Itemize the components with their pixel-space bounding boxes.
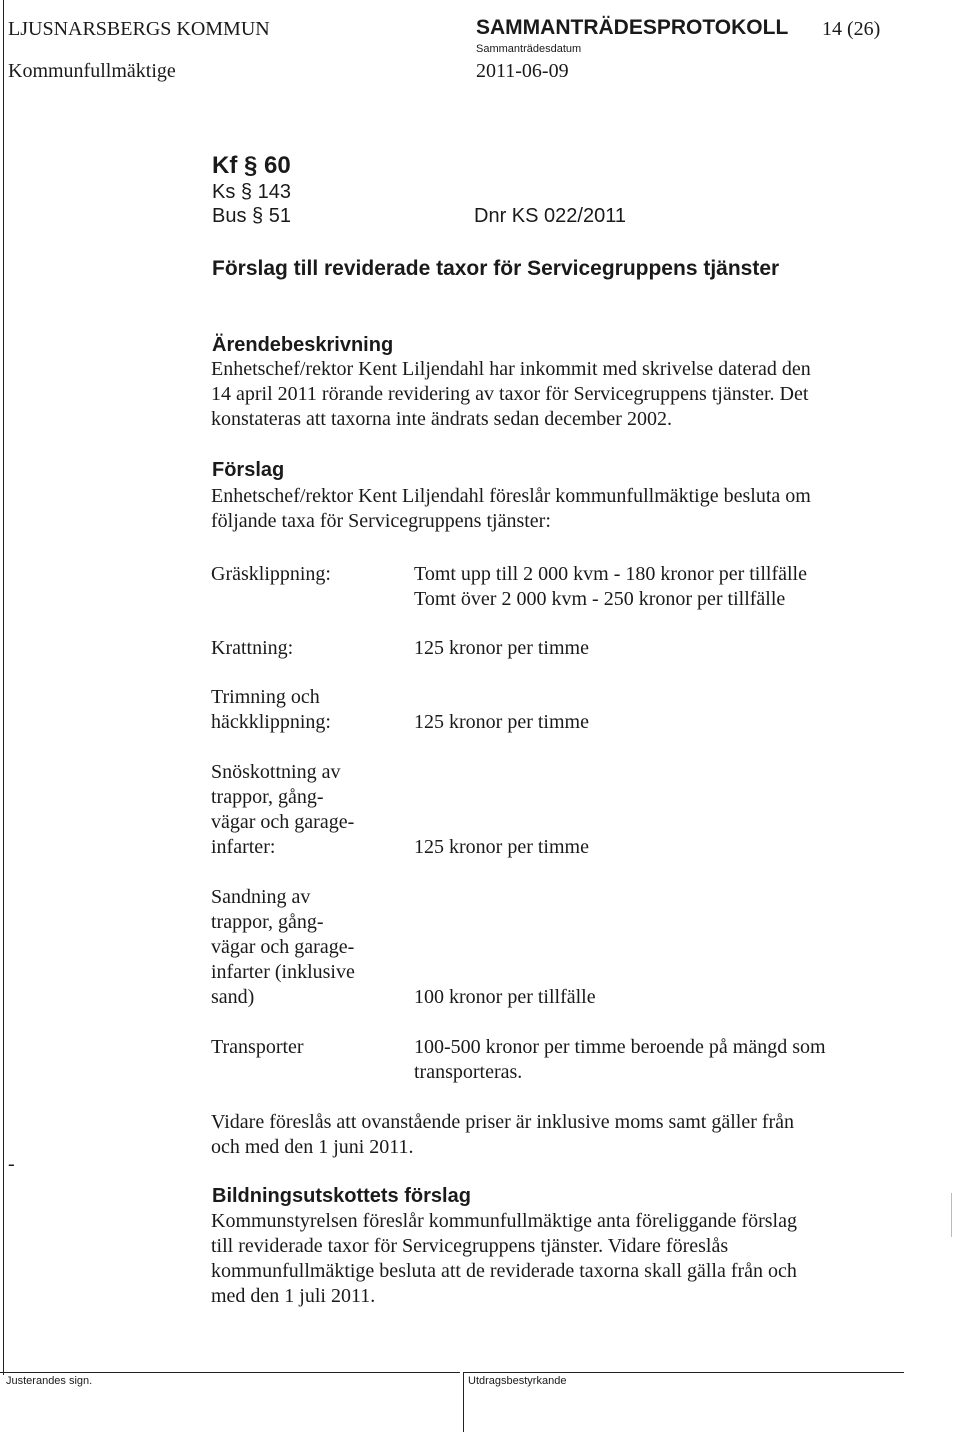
text-line: till reviderade taxor för Servicegruppens tjänster. Vidare föreslås bbox=[211, 1235, 729, 1257]
text-line: 14 april 2011 rörande revidering av taxor för Servicegruppens tjänster. Det bbox=[211, 383, 809, 405]
page-number: 14 (26) bbox=[822, 18, 881, 40]
text-line: med den 1 juli 2011. bbox=[211, 1285, 376, 1307]
taxa-label-snoskottning: Snöskottning av trappor, gång- vägar och garage- infarter: bbox=[211, 761, 355, 858]
text-line: Enhetschef/rektor Kent Liljendahl har inkommit med skrivelse daterad den bbox=[211, 358, 811, 380]
arendebeskrivning-heading: Ärendebeskrivning bbox=[212, 334, 394, 356]
text-line: följande taxa för Servicegruppens tjänster: bbox=[211, 510, 551, 532]
diary-number: Dnr KS 022/2011 bbox=[474, 205, 626, 227]
page-title: Förslag till reviderade taxor för Servicegruppens tjänster bbox=[212, 257, 780, 280]
taxa-label-sandning: Sandning av trappor, gång- vägar och garage- infarter (inklusive sand) bbox=[211, 886, 355, 1008]
bus-reference: Bus § 51 bbox=[212, 205, 291, 227]
taxa-label-grasklippning: Gräsklippning: bbox=[211, 563, 331, 585]
left-margin-rule bbox=[3, 0, 4, 1375]
text-line: kommunfullmäktige besluta att de reviderade taxorna skall gälla från och bbox=[211, 1260, 797, 1282]
taxa-value-grasklippning: Tomt upp till 2 000 kvm - 180 kronor per tillfälle Tomt över 2 000 kvm - 250 kronor per tillfälle bbox=[414, 563, 807, 610]
footer-rule-right bbox=[464, 1372, 904, 1373]
ks-reference: Ks § 143 bbox=[212, 181, 291, 203]
date-label: Sammanträdesdatum bbox=[476, 43, 582, 55]
text-line: Kommunstyrelsen föreslår kommunfullmäktige anta föreliggande förslag bbox=[211, 1210, 797, 1232]
arendebeskrivning-text bbox=[211, 357, 861, 432]
taxa-value-trimning: 125 kronor per timme bbox=[414, 711, 589, 733]
forslag-text bbox=[211, 484, 861, 534]
taxa-label-krattning: Krattning: bbox=[211, 637, 294, 659]
text-line: och med den 1 juni 2011. bbox=[211, 1136, 414, 1158]
text-line: Enhetschef/rektor Kent Liljendahl föreslår kommunfullmäktige besluta om bbox=[211, 485, 811, 507]
kf-reference: Kf § 60 bbox=[212, 152, 291, 179]
taxa-label-transporter: Transporter bbox=[211, 1036, 304, 1058]
taxa-value-snoskottning: 125 kronor per timme bbox=[414, 836, 589, 858]
taxa-value-sandning: 100 kronor per tillfälle bbox=[414, 986, 596, 1008]
text-line: Vidare föreslås att ovanstående priser är inklusive moms samt gäller från bbox=[211, 1111, 795, 1133]
organization-name: LJUSNARSBERGS KOMMUN bbox=[8, 18, 270, 40]
taxa-value-transporter: 100-500 kronor per timme beroende på mängd som transporteras. bbox=[414, 1036, 826, 1083]
footer-divider bbox=[463, 1372, 464, 1432]
bildningsutskottet-heading: Bildningsutskottets förslag bbox=[212, 1185, 471, 1207]
taxa-value-krattning: 125 kronor per timme bbox=[414, 637, 589, 659]
forslag-heading: Förslag bbox=[212, 459, 285, 481]
margin-mark: - bbox=[8, 1153, 15, 1175]
meeting-date: 2011-06-09 bbox=[476, 60, 569, 82]
justerandes-sign-label: Justerandes sign. bbox=[6, 1375, 93, 1387]
moms-note bbox=[211, 1110, 861, 1160]
scan-edge-mark bbox=[951, 1193, 952, 1237]
document-type: SAMMANTRÄDESPROTOKOLL bbox=[476, 16, 789, 39]
body-name: Kommunfullmäktige bbox=[8, 60, 176, 82]
taxa-label-trimning: Trimning och häckklippning: bbox=[211, 686, 331, 733]
bildningsutskottet-text bbox=[211, 1209, 861, 1309]
utdragsbestyrkande-label: Utdragsbestyrkande bbox=[468, 1375, 567, 1387]
footer-rule-left bbox=[0, 1372, 460, 1373]
text-line: konstateras att taxorna inte ändrats sedan december 2002. bbox=[211, 408, 672, 430]
